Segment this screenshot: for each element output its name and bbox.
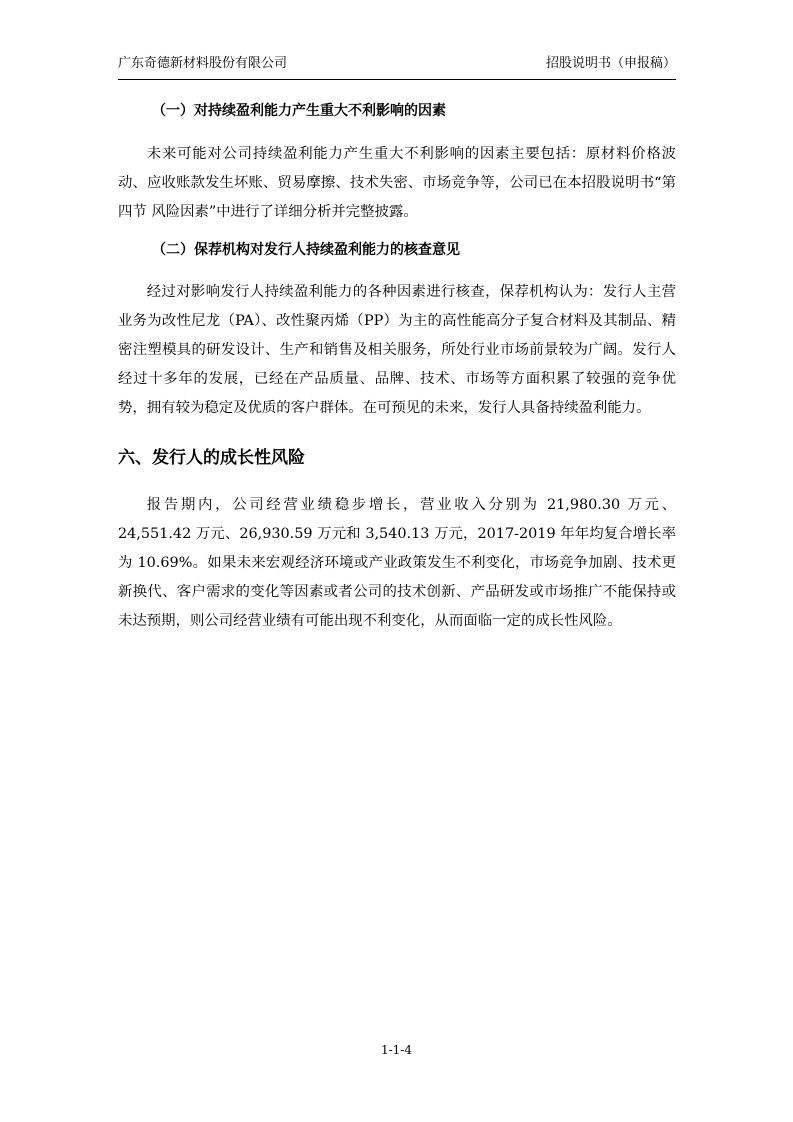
header-document-title: 招股说明书（申报稿） [545,56,676,71]
page-number: 1-1-4 [380,1043,412,1057]
page-content [118,92,676,636]
paragraph-growth-risk: 报告期内，公司经营业绩稳步增长，营业收入分别为 21,980.30 万元、24,551.42 万元、26,930.59 万元和 3,540.13 万元，2017-2019 年年均复合增长率为 10.69%。如果未来宏观经济环境或产业政策发生不利变化，市场竞争加剧、技术更新换代、客户需求的变化等因素或者公司的技术创新、产品研发或市场推广不能保持或未达预期，则公司经营业绩有可能出现不利变化，从而面临一定的成长性风险。 [118,497,676,629]
page-header [118,53,676,80]
section-heading-growth-risk: 六、发行人的成长性风险 [118,448,305,468]
paragraph-sponsor-opinion: 经过对影响发行人持续盈利能力的各种因素进行核查，保荐机构认为：发行人主营业务为改性尼龙（PA）、改性聚丙烯（PP）为主的高性能高分子复合材料及其制品、精密注塑模具的研发设计、生产和销售及相关服务，所处行业市场前景较为广阔。发行人经过十多年的发展，已经在产品质量、品牌、技术、市场等方面积累了较强的竞争优势，拥有较为稳定及优质的客户群体。在可预见的未来，发行人具备持续盈利能力。 [118,284,676,416]
subsection-heading-sponsor-opinion: （二）保荐机构对发行人持续盈利能力的核查意见 [152,242,460,258]
header-company-name: 广东奇德新材料股份有限公司 [118,56,288,71]
paragraph-adverse-factors: 未来可能对公司持续盈利能力产生重大不利影响的因素主要包括：原材料价格波动、应收账款发生坏账、贸易摩擦、技术失密、市场竞争等，公司已在本招股说明书“第四节 风险因素”中进行了详细分析并完整披露。 [118,146,676,220]
subsection-heading-adverse-factors: （一）对持续盈利能力产生重大不利影响的因素 [152,103,446,119]
